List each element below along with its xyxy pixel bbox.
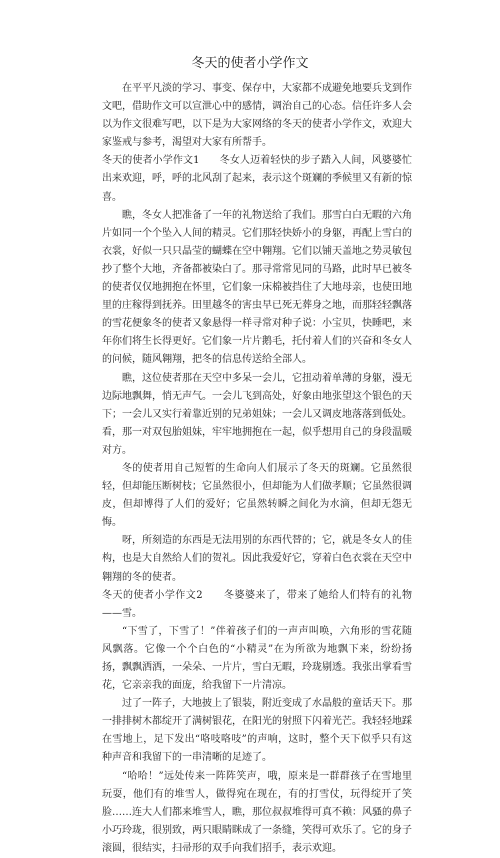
body-paragraph: 瞧，冬女人把准备了一年的礼物送给了我们。那雪白白无暇的六角片如同一个个坠入人间的精灵。它们那轻快娇小的身躯，再配上雪白的衣裳，好似一只只晶莹的蝴蝶在空中翱翔。它们以铺天盖地之势灵敏包抄了整个大地，齐备都被染白了。那寻常常见同的马路，此时早已被冬的使者仅仅地拥抱在怀里，它们象一床棉被挡住了大地母亲，也使田地里的庄稼得到抚养。田里越冬的害虫早已死无葬身之地，而那轻轻飘落的雪花便象冬的使者又象悬得一样寻常对种子说：小宝贝，快睡吧，来年你们将生长得更好。它们象一片片鹅毛，托付着人们的兴奋和冬女人的问候，随风翱翔，把冬的信息传送给全部人。: [102, 209, 412, 366]
section-heading-paragraph: 冬天的使者小学作文2 冬婆婆来了，带来了她给人们特有的礼物——雪。: [102, 589, 412, 619]
body-paragraph: 瞧，这位使者那在天空中多呆一会儿，它扭动着单薄的身躯，漫无边际地飘舞，悄无声气。一会儿飞到高处，好象由地张望这个银色的天下；一会儿又实行着靠近别的兄弟姐妹；一会儿又调皮地落落到低处。看，那一对双包胎姐妹，牢牢地拥抱在一起，似乎想用自己的身段温暖对方。: [102, 372, 412, 456]
document-body: [102, 80, 412, 858]
body-paragraph: 过了一阵子，大地披上了银装，附近变成了水晶般的童话天下。那一排排树木都绽开了满树银花，在阳光的射照下闪着光芒。我轻轻地踩在雪地上，足下发出“咯吱咯吱”的声响，这时，整个天下似乎只有这种声音和我留下的一串清晰的足迹了。: [102, 698, 412, 764]
body-paragraph: 呀，所刻造的东西是无法用别的东西代替的；它，就是冬女人的佳构，也是大自然给人们的贺礼。因此我爱好它，穿着白色衣裳在天空中翱翔的冬的使者。: [102, 535, 412, 583]
section-heading-paragraph: 冬天的使者小学作文1 冬女人迈着轻快的步子踏入人间，风婆婆忙出来欢迎，呼，呼的北风刮了起来，表示这个斑斓的季候里又有新的惊喜。: [102, 155, 412, 203]
body-paragraph: 冬的使者用自己短暂的生命向人们展示了冬天的斑斓。它虽然很轻，但却能压断树枝；它虽然很小，但却能为人们做孝顺；它虽然很调皮，但却博得了人们的爱好；它虽然转瞬之间化为水滴，但却无怨无悔。: [102, 462, 412, 529]
body-paragraph: “下雪了，下雪了！”伴着孩子们的一声声叫唤，六角形的雪花随风飘落。它像一个个白色的“小精灵”在为所欲为地飘下来，纷纷扬扬，飘飘洒洒，一朵朵、一片片，雪白无暇，玲珑剔透。我张出掌看雪花，它亲亲我的面庞，给我留下一片清凉。: [102, 625, 412, 692]
body-paragraph: “哈哈！”远处传来一阵阵笑声，哦，原来是一群群孩子在雪地里玩耍，他们有的堆雪人，做得宛在现在，有的打雪仗，玩得绽开了笑脸……连大人们都来堆雪人，瞧，那位叔叔堆得可真不赖：风骚的鼻子小巧玲珑，很别致，两只眼睛眯成了一条缝，笑得可欢乐了。它的身子滚圆，很结实，扫帚形的双手向我们招手，表示欢迎。: [102, 770, 412, 854]
body-paragraph: 在平平凡淡的学习、事变、保存中，大家都不成避免地要兵戈到作文吧，借助作文可以宣泄心中的感情，调治自己的心态。信任许多人会以为作文很难写吧，以下是为大家网络的冬天的使者小学作文，欢迎大家鉴戒与参考，渴望对大家有所帮手。: [102, 83, 412, 149]
document-title: 冬天的使者小学作文: [191, 56, 309, 71]
